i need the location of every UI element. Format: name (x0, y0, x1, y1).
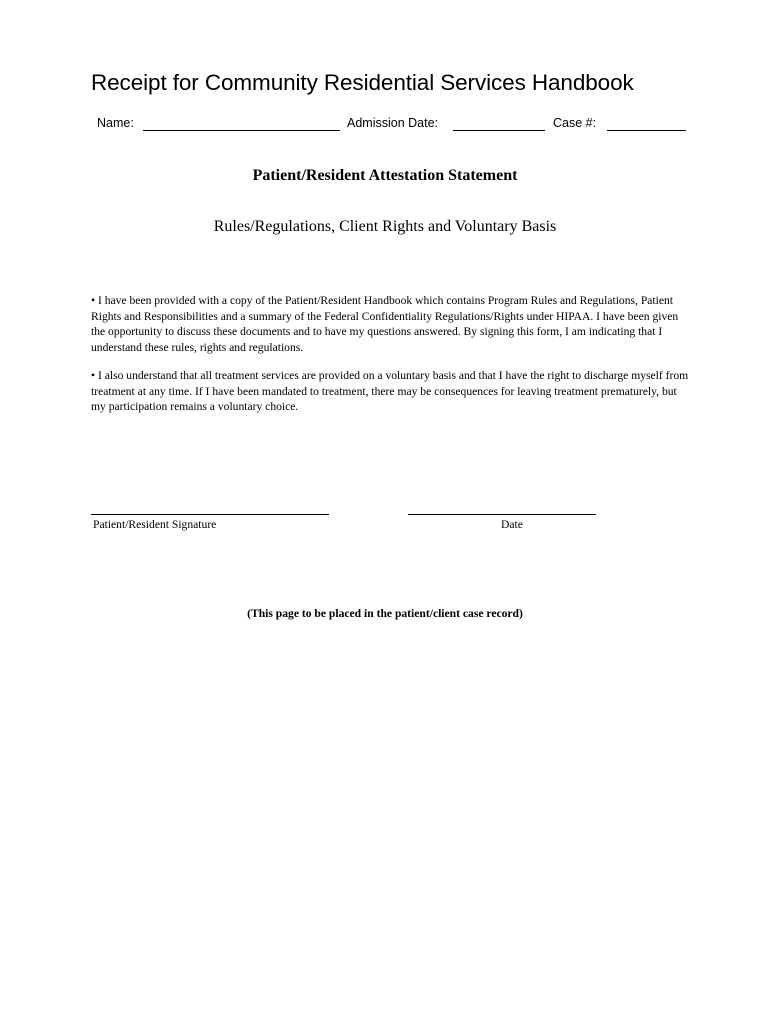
case-number-label: Case #: (553, 116, 597, 130)
voluntary-paragraph: • I also understand that all treatment services are provided on a voluntary basis and that I have the right to discharge myself from treatment at any time. If I have been mandated to treatment, there may be consequences for leaving treatment prematurely, but my participation remains a voluntary choice. (91, 369, 689, 413)
name-field[interactable] (143, 130, 340, 131)
admission-date-label: Admission Date: (347, 116, 439, 130)
document-title: Receipt for Community Residential Services Handbook (91, 70, 634, 95)
admission-date-field[interactable] (453, 130, 545, 131)
attestation-heading: Patient/Resident Attestation Statement (252, 167, 518, 184)
case-number-field[interactable] (607, 130, 686, 131)
date-line[interactable] (408, 514, 596, 515)
rules-heading: Rules/Regulations, Client Rights and Voluntary Basis (213, 218, 557, 235)
signature-line[interactable] (91, 514, 329, 515)
date-label: Date (501, 518, 523, 531)
footer-note: (This page to be placed in the patient/client case record) (247, 607, 523, 620)
name-label: Name: (97, 116, 134, 130)
signature-label: Patient/Resident Signature (93, 518, 217, 531)
handbook-paragraph: • I have been provided with a copy of the Patient/Resident Handbook which contains Program Rules and Regulations, Patient Rights and Responsibilities and a summary of the Federal Confidentiality Regulations/Rights under HIPAA. I have been given the opportunity to discuss these documents and to have my questions answered. By signing this form, I am indicating that I understand these rules, rights and regulations. (91, 294, 679, 354)
